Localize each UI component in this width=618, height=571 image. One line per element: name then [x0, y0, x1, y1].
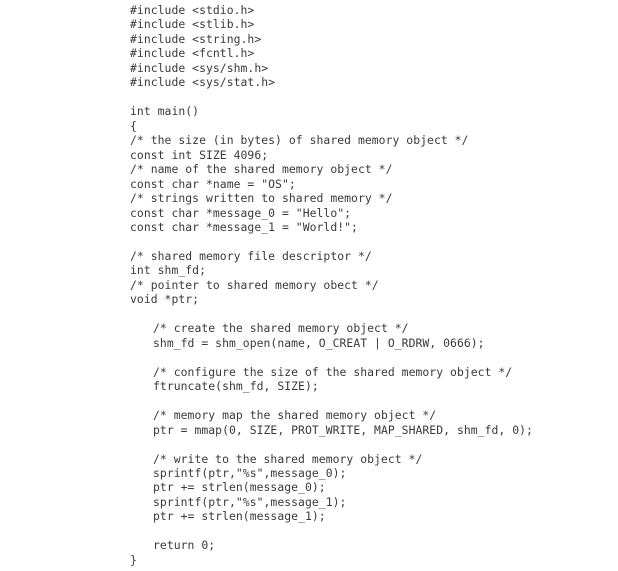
code-listing [130, 3, 533, 567]
code-line: /* shared memory file descriptor */ [130, 248, 372, 263]
code-line: /* create the shared memory object */ [153, 321, 409, 336]
code-line: ptr = mmap(0, SIZE, PROT_WRITE, MAP_SHARED, shm_fd, 0); [153, 422, 533, 437]
code-line: #include <stlib.h> [130, 17, 255, 32]
code-line: ftruncate(shm_fd, SIZE); [153, 379, 319, 394]
code-line: } [130, 552, 137, 567]
code-line: const char *name = "OS"; [130, 176, 296, 191]
code-line: #include <sys/shm.h> [130, 60, 269, 75]
code-line: /* write to the shared memory object */ [153, 451, 423, 466]
code-line: #include <stdio.h> [130, 3, 255, 17]
blank-line [130, 524, 533, 538]
blank-line [130, 307, 533, 321]
code-line: ptr += strlen(message_0); [153, 480, 326, 495]
code-line: #include <string.h> [130, 31, 262, 46]
code-line: #include <fcntl.h> [130, 46, 255, 61]
code-line: /* memory map the shared memory object */ [153, 408, 437, 423]
code-line: const char *message_0 = "Hello"; [130, 205, 352, 220]
code-line: /* configure the size of the shared memory object */ [153, 364, 513, 379]
code-line: int shm_fd; [130, 263, 206, 278]
blank-line [130, 90, 533, 104]
code-line: sprintf(ptr,"%s",message_0); [153, 466, 347, 480]
code-line: /* the size (in bytes) of shared memory object */ [130, 133, 469, 148]
code-line: const int SIZE 4096; [130, 147, 269, 162]
code-line: sprintf(ptr,"%s",message_1); [153, 494, 347, 509]
blank-line [130, 235, 533, 249]
code-line: ptr += strlen(message_1); [153, 509, 326, 524]
code-line: shm_fd = shm_open(name, O_CREAT | O_RDRW, 0666); [153, 335, 485, 350]
blank-line [130, 394, 533, 408]
code-line: /* strings written to shared memory */ [130, 191, 393, 206]
code-line: /* name of the shared memory object */ [130, 162, 393, 177]
code-line: const char *message_1 = "World!"; [130, 220, 358, 235]
code-line: #include <sys/stat.h> [130, 75, 276, 90]
code-line: return 0; [153, 538, 216, 553]
code-line: void *ptr; [130, 292, 200, 307]
code-line: int main() [130, 104, 200, 119]
code-line: /* pointer to shared memory obect */ [130, 277, 379, 292]
code-line: { [130, 118, 137, 133]
blank-line [130, 437, 533, 451]
blank-line [130, 350, 533, 364]
